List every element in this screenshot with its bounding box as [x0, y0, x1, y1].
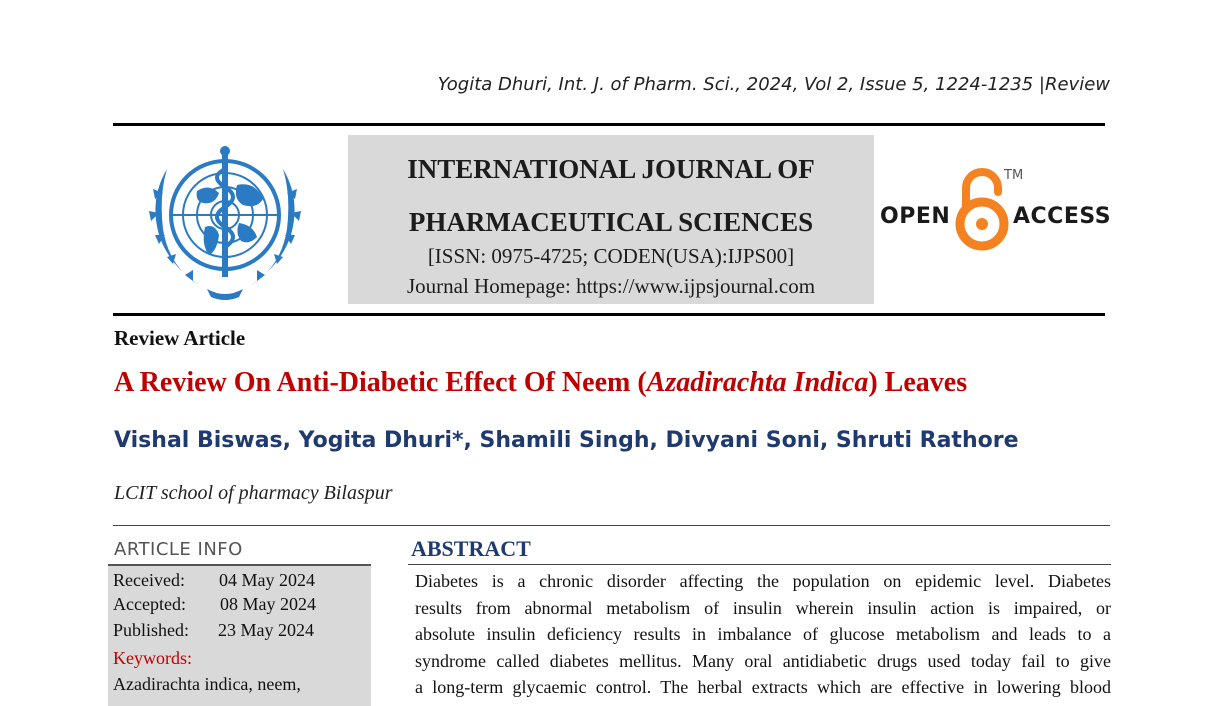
- abstract-heading: ABSTRACT: [411, 536, 531, 561]
- affiliation: LCIT school of pharmacy Bilaspur: [114, 482, 393, 504]
- title-italic-species: Azadirachta Indica: [646, 367, 869, 398]
- journal-issn: [ISSN: 0975-4725; CODEN(USA):IJPS00]: [427, 244, 795, 268]
- open-access-logo: [880, 166, 1110, 252]
- article-info-heading: ARTICLE INFO: [114, 539, 243, 560]
- published-label: Published:: [113, 620, 190, 640]
- journal-homepage[interactable]: Journal Homepage: https://www.ijpsjournal.com: [406, 274, 816, 298]
- article-title: [114, 367, 967, 399]
- author-list: Vishal Biswas, Yogita Dhuri*, Shamili Singh, Divyani Soni, Shruti Rathore: [114, 428, 1019, 453]
- received-value: 04 May 2024: [219, 570, 315, 590]
- received-row: [113, 570, 315, 591]
- journal-name-line2: PHARMACEUTICAL SCIENCES: [408, 207, 814, 237]
- section-divider: [113, 525, 1110, 526]
- header-rule-top: [113, 123, 1105, 126]
- who-emblem-logo: [127, 139, 323, 305]
- abstract-rule: [408, 564, 1111, 565]
- article-type: Review Article: [114, 326, 246, 350]
- received-label: Received:: [113, 570, 185, 590]
- journal-title-box: [348, 135, 874, 304]
- open-access-access-text: ACCESS: [1013, 204, 1112, 229]
- accepted-label: Accepted:: [113, 594, 186, 614]
- title-part1: A Review On Anti-Diabetic Effect Of Neem (: [114, 367, 647, 398]
- abstract-line: results from abnormal metabolism of insulin wherein insulin action is impaired, or: [415, 597, 1111, 618]
- published-value: 23 May 2024: [218, 620, 314, 640]
- running-header: Yogita Dhuri, Int. J. of Pharm. Sci., 2024, Vol 2, Issue 5, 1224-1235 |Review: [437, 74, 1110, 95]
- accepted-row: [113, 594, 316, 615]
- abstract-line: syndrome called diabetes mellitus. Many oral antidiabetic drugs used today fail to give: [415, 650, 1111, 671]
- keywords-label: Keywords:: [113, 648, 192, 668]
- open-access-open-text: OPEN: [880, 204, 951, 229]
- abstract-line: Diabetes is a chronic disorder affecting the population on epidemic level. Diabetes: [415, 571, 1111, 591]
- article-info-box: [108, 564, 371, 706]
- abstract-line: a long-term glycaemic control. The herbal extracts which are effective in lowering blood: [415, 677, 1111, 697]
- title-part2: ) Leaves: [868, 367, 968, 398]
- open-access-tm: TM: [1004, 168, 1024, 183]
- header-rule-bottom: [113, 313, 1105, 316]
- published-row: [113, 620, 314, 641]
- open-access-lock-icon: [954, 166, 1010, 252]
- keywords-text: Azadirachta indica, neem,: [113, 674, 301, 694]
- accepted-value: 08 May 2024: [220, 594, 316, 614]
- journal-name-line1: INTERNATIONAL JOURNAL OF: [407, 154, 815, 184]
- abstract-line: absolute insulin deficiency results in imbalance of glucose metabolism and leads to a: [415, 624, 1111, 644]
- abstract-body: [415, 568, 1111, 701]
